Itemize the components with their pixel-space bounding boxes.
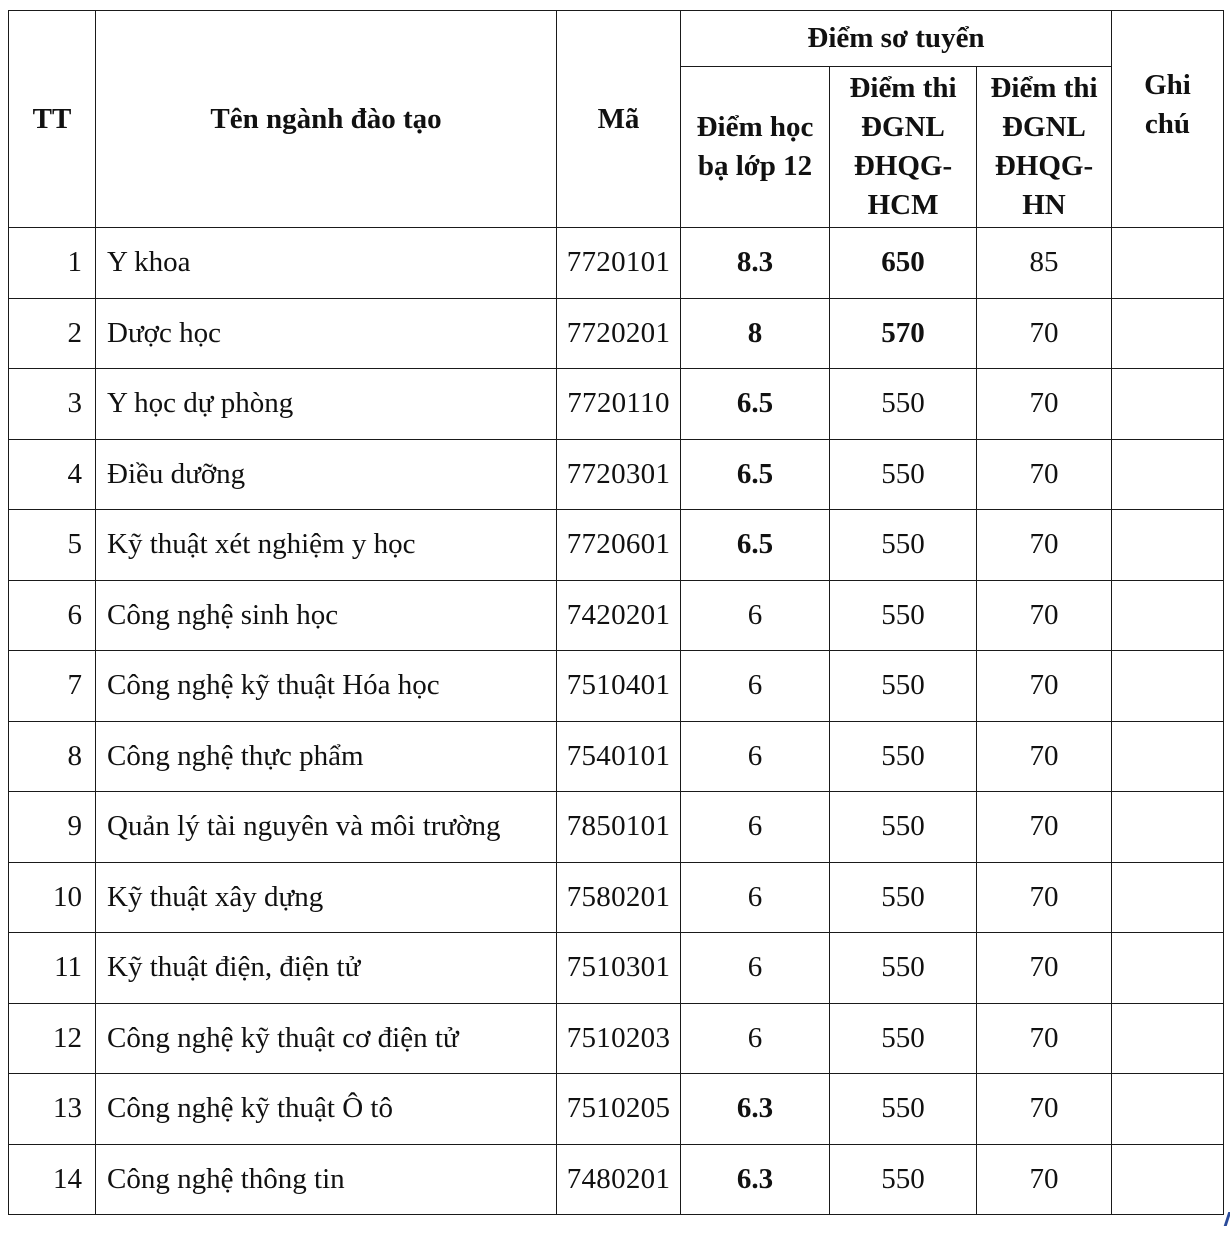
header-note-line-1: Ghi xyxy=(1144,69,1191,101)
note-cell xyxy=(1112,1074,1224,1145)
dgnl-hcm-score: 650 xyxy=(830,228,977,299)
hocba-score: 6 xyxy=(681,1003,830,1074)
hocba-score: 6 xyxy=(681,721,830,792)
program-name: Điều dưỡng xyxy=(96,439,557,510)
row-number: 1 xyxy=(9,228,96,299)
note-cell xyxy=(1112,933,1224,1004)
hocba-score: 6.3 xyxy=(681,1074,830,1145)
table-row xyxy=(9,721,1224,792)
dgnl-hn-score: 70 xyxy=(977,369,1112,440)
table-row xyxy=(9,1003,1224,1074)
table-row xyxy=(9,1074,1224,1145)
table-row xyxy=(9,298,1224,369)
table-row xyxy=(9,792,1224,863)
program-code: 7480201 xyxy=(557,1144,681,1215)
dgnl-hn-score: 70 xyxy=(977,651,1112,722)
dgnl-hcm-score: 550 xyxy=(830,792,977,863)
table-body xyxy=(9,228,1224,1215)
table-header xyxy=(9,11,1224,228)
header-hn-line-3: ĐHQG- xyxy=(994,150,1094,182)
hocba-score: 6.5 xyxy=(681,510,830,581)
dgnl-hn-score: 70 xyxy=(977,510,1112,581)
dgnl-hcm-score: 550 xyxy=(830,510,977,581)
program-name: Kỹ thuật xây dựng xyxy=(96,862,557,933)
header-hcm-line-1: Điểm thi xyxy=(849,72,957,104)
program-name: Y khoa xyxy=(96,228,557,299)
dgnl-hn-score: 70 xyxy=(977,580,1112,651)
scan-mark xyxy=(1224,1212,1230,1226)
program-code: 7720301 xyxy=(557,439,681,510)
header-hcm-line-4: HCM xyxy=(867,189,939,221)
dgnl-hn-score: 70 xyxy=(977,933,1112,1004)
note-cell xyxy=(1112,862,1224,933)
header-dgnl-hn xyxy=(977,67,1112,228)
header-code: Mã xyxy=(557,11,681,228)
row-number: 9 xyxy=(9,792,96,863)
note-cell xyxy=(1112,792,1224,863)
program-name: Y học dự phòng xyxy=(96,369,557,440)
row-number: 3 xyxy=(9,369,96,440)
table-row xyxy=(9,862,1224,933)
program-code: 7720101 xyxy=(557,228,681,299)
hocba-score: 6 xyxy=(681,651,830,722)
row-number: 7 xyxy=(9,651,96,722)
hocba-score: 6 xyxy=(681,792,830,863)
dgnl-hcm-score: 550 xyxy=(830,580,977,651)
row-number: 14 xyxy=(9,1144,96,1215)
dgnl-hcm-score: 550 xyxy=(830,1074,977,1145)
dgnl-hcm-score: 550 xyxy=(830,1003,977,1074)
row-number: 12 xyxy=(9,1003,96,1074)
note-cell xyxy=(1112,1144,1224,1215)
hocba-score: 6 xyxy=(681,862,830,933)
dgnl-hn-score: 70 xyxy=(977,792,1112,863)
header-preliminary-score: Điểm sơ tuyển xyxy=(681,11,1112,67)
dgnl-hcm-score: 550 xyxy=(830,439,977,510)
row-number: 6 xyxy=(9,580,96,651)
row-number: 10 xyxy=(9,862,96,933)
hocba-score: 6 xyxy=(681,580,830,651)
hocba-score: 6.5 xyxy=(681,369,830,440)
note-cell xyxy=(1112,369,1224,440)
note-cell xyxy=(1112,721,1224,792)
note-cell xyxy=(1112,510,1224,581)
program-code: 7510401 xyxy=(557,651,681,722)
program-code: 7510205 xyxy=(557,1074,681,1145)
dgnl-hcm-score: 550 xyxy=(830,1144,977,1215)
dgnl-hn-score: 70 xyxy=(977,1144,1112,1215)
dgnl-hn-score: 85 xyxy=(977,228,1112,299)
dgnl-hn-score: 70 xyxy=(977,298,1112,369)
program-code: 7540101 xyxy=(557,721,681,792)
hocba-score: 6.3 xyxy=(681,1144,830,1215)
header-hn-line-2: ĐGNL xyxy=(1002,111,1086,143)
program-name: Dược học xyxy=(96,298,557,369)
header-hcm-line-2: ĐGNL xyxy=(861,111,945,143)
hocba-score: 6.5 xyxy=(681,439,830,510)
row-number: 4 xyxy=(9,439,96,510)
table-row xyxy=(9,580,1224,651)
table-row xyxy=(9,933,1224,1004)
header-hn-line-4: HN xyxy=(1022,189,1066,221)
header-program-name: Tên ngành đào tạo xyxy=(96,11,557,228)
dgnl-hn-score: 70 xyxy=(977,1074,1112,1145)
header-hn-line-1: Điểm thi xyxy=(990,72,1098,104)
program-name: Công nghệ thông tin xyxy=(96,1144,557,1215)
note-cell xyxy=(1112,298,1224,369)
dgnl-hcm-score: 550 xyxy=(830,369,977,440)
dgnl-hcm-score: 570 xyxy=(830,298,977,369)
program-name: Kỹ thuật điện, điện tử xyxy=(96,933,557,1004)
program-code: 7720201 xyxy=(557,298,681,369)
dgnl-hcm-score: 550 xyxy=(830,862,977,933)
header-hocba-line-1: Điểm học xyxy=(696,111,814,143)
program-code: 7720601 xyxy=(557,510,681,581)
dgnl-hn-score: 70 xyxy=(977,1003,1112,1074)
row-number: 5 xyxy=(9,510,96,581)
program-name: Công nghệ kỹ thuật Hóa học xyxy=(96,651,557,722)
program-name: Quản lý tài nguyên và môi trường xyxy=(96,792,557,863)
dgnl-hn-score: 70 xyxy=(977,862,1112,933)
note-cell xyxy=(1112,580,1224,651)
table-row xyxy=(9,510,1224,581)
row-number: 2 xyxy=(9,298,96,369)
program-code: 7510301 xyxy=(557,933,681,1004)
header-tt: TT xyxy=(9,11,96,228)
row-number: 13 xyxy=(9,1074,96,1145)
program-name: Công nghệ kỹ thuật cơ điện tử xyxy=(96,1003,557,1074)
hocba-score: 8.3 xyxy=(681,228,830,299)
program-code: 7510203 xyxy=(557,1003,681,1074)
program-code: 7580201 xyxy=(557,862,681,933)
program-name: Công nghệ sinh học xyxy=(96,580,557,651)
program-code: 7850101 xyxy=(557,792,681,863)
dgnl-hn-score: 70 xyxy=(977,721,1112,792)
table-row xyxy=(9,439,1224,510)
header-note xyxy=(1112,11,1224,228)
program-name: Công nghệ thực phẩm xyxy=(96,721,557,792)
header-dgnl-hcm xyxy=(830,67,977,228)
dgnl-hn-score: 70 xyxy=(977,439,1112,510)
table-row xyxy=(9,228,1224,299)
note-cell xyxy=(1112,228,1224,299)
note-cell xyxy=(1112,439,1224,510)
note-cell xyxy=(1112,651,1224,722)
hocba-score: 8 xyxy=(681,298,830,369)
dgnl-hcm-score: 550 xyxy=(830,933,977,1004)
program-name: Công nghệ kỹ thuật Ô tô xyxy=(96,1074,557,1145)
admission-score-table xyxy=(8,10,1224,1215)
dgnl-hcm-score: 550 xyxy=(830,651,977,722)
note-cell xyxy=(1112,1003,1224,1074)
row-number: 8 xyxy=(9,721,96,792)
header-hocba-line-2: bạ lớp 12 xyxy=(697,150,813,182)
table-row xyxy=(9,1144,1224,1215)
row-number: 11 xyxy=(9,933,96,1004)
program-code: 7420201 xyxy=(557,580,681,651)
hocba-score: 6 xyxy=(681,933,830,1004)
header-hcm-line-3: ĐHQG- xyxy=(853,150,953,182)
table-row xyxy=(9,651,1224,722)
program-code: 7720110 xyxy=(557,369,681,440)
header-hocba xyxy=(681,67,830,228)
table-row xyxy=(9,369,1224,440)
program-name: Kỹ thuật xét nghiệm y học xyxy=(96,510,557,581)
header-note-line-2: chú xyxy=(1144,108,1191,140)
dgnl-hcm-score: 550 xyxy=(830,721,977,792)
